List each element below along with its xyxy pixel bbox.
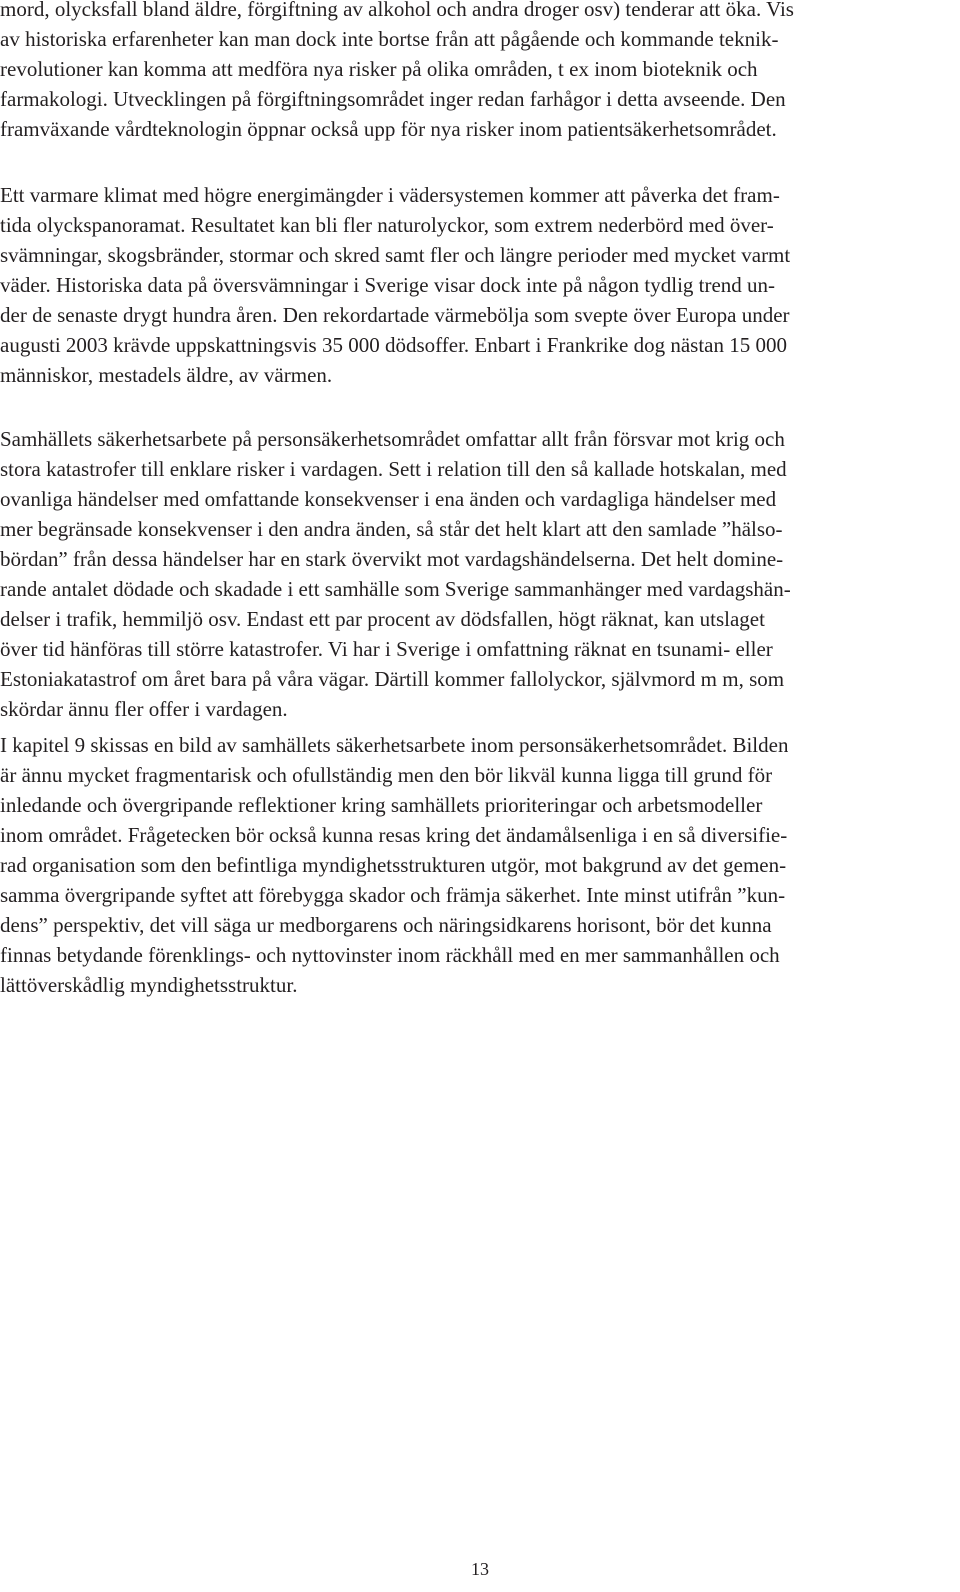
text-line: rad organisation som den befintliga myndighetsstrukturen utgör, mot bakgrund av det gemen- [0,853,787,877]
text-line: farmakologi. Utvecklingen på förgiftningsområdet inger redan farhågor i detta avseende. Den [0,87,786,111]
text-line: är ännu mycket fragmentarisk och ofullständig men den bör likväl kunna ligga till grund för [0,763,773,787]
text-line: skördar ännu fler offer i vardagen. [0,697,288,721]
text-line: finnas betydande förenklings- och nyttovinster inom räckhåll med en mer sammanhållen och [0,943,780,967]
text-line: der de senaste drygt hundra åren. Den rekordartade värmebölja som svepte över Europa under [0,303,790,327]
paragraph-4 [0,730,788,1000]
text-line: svämningar, skogsbränder, stormar och skred samt fler och längre perioder med mycket varmt [0,243,791,267]
text-line: bördan” från dessa händelser har en stark övervikt mot vardagshändelserna. Det helt dominе- [0,547,784,571]
text-line: väder. Historiska data på översvämningar i Sverige visar dock inte på någon tydlig trend un- [0,273,776,297]
text-line: mord, olycksfall bland äldre, förgiftning av alkohol och andra droger osv) tenderar att öka. Vis [0,0,794,21]
text-line: människor, mestadels äldre, av värmen. [0,363,333,387]
text-line: mer begränsade konsekvenser i den andra änden, så står det helt klart att den samlade ”hälso- [0,517,783,541]
paragraph-3 [0,424,791,724]
text-line: tida olyckspanoramat. Resultatet kan bli fler naturolyckor, som extrem nederbörd med över- [0,213,774,237]
text-line: Ett varmare klimat med högre energimängder i vädersystemen kommer att påverka det fram- [0,183,780,207]
text-line: Estoniakatastrof om året bara på våra vägar. Därtill kommer fallolyckor, självmord m m, som [0,667,785,691]
paragraph-2 [0,180,790,390]
text-line: delser i trafik, hemmiljö osv. Endast ett par procent av dödsfallen, högt räknat, kan utslaget [0,607,765,631]
text-line: Samhällets säkerhetsarbete på personsäkerhetsområdet omfattar allt från försvar mot krig och [0,427,785,451]
text-line: över tid hänföras till större katastrofer. Vi har i Sverige i omfattning räknat en tsunami- eller [0,637,773,661]
page-number: 13 [471,1559,489,1579]
text-line: ovanliga händelser med omfattande konsekvenser i ena änden och vardagliga händelser med [0,487,777,511]
text-line: rande antalet dödade och skadade i ett samhälle som Sverige sammanhänger med vardagshän- [0,577,791,601]
text-line: dens” perspektiv, det vill säga ur medborgarens och näringsidkarens horisont, bör det kunna [0,913,772,937]
text-line: stora katastrofer till enklare risker i vardagen. Sett i relation till den så kallade hotskalan, med [0,457,787,481]
text-line: av historiska erfarenheter kan man dock inte bortse från att pågående och kommande teknik- [0,27,779,51]
text-line: inledande och övergripande reflektioner kring samhällets prioriteringar och arbetsmodeller [0,793,763,817]
text-line: augusti 2003 krävde uppskattningsvis 35 000 dödsoffer. Enbart i Frankrike dog nästan 15 000 [0,333,788,357]
text-line: framväxande vårdteknologin öppnar också upp för nya risker inom patientsäkerhetsområdet. [0,117,777,141]
text-line: I kapitel 9 skissas en bild av samhällets säkerhetsarbete inom personsäkerhetsområdet. Bilden [0,733,789,757]
text-line: lättöverskådlig myndighetsstruktur. [0,973,298,997]
text-line: revolutioner kan komma att medföra nya risker på olika områden, t ex inom bioteknik och [0,57,758,81]
paragraph-1 [0,0,794,144]
text-line: inom området. Frågetecken bör också kunna resas kring det ändamålsenliga i en så diversifie- [0,823,788,847]
text-line: samma övergripande syftet att förebygga skador och främja säkerhet. Inte minst utifrån ”kun- [0,883,786,907]
